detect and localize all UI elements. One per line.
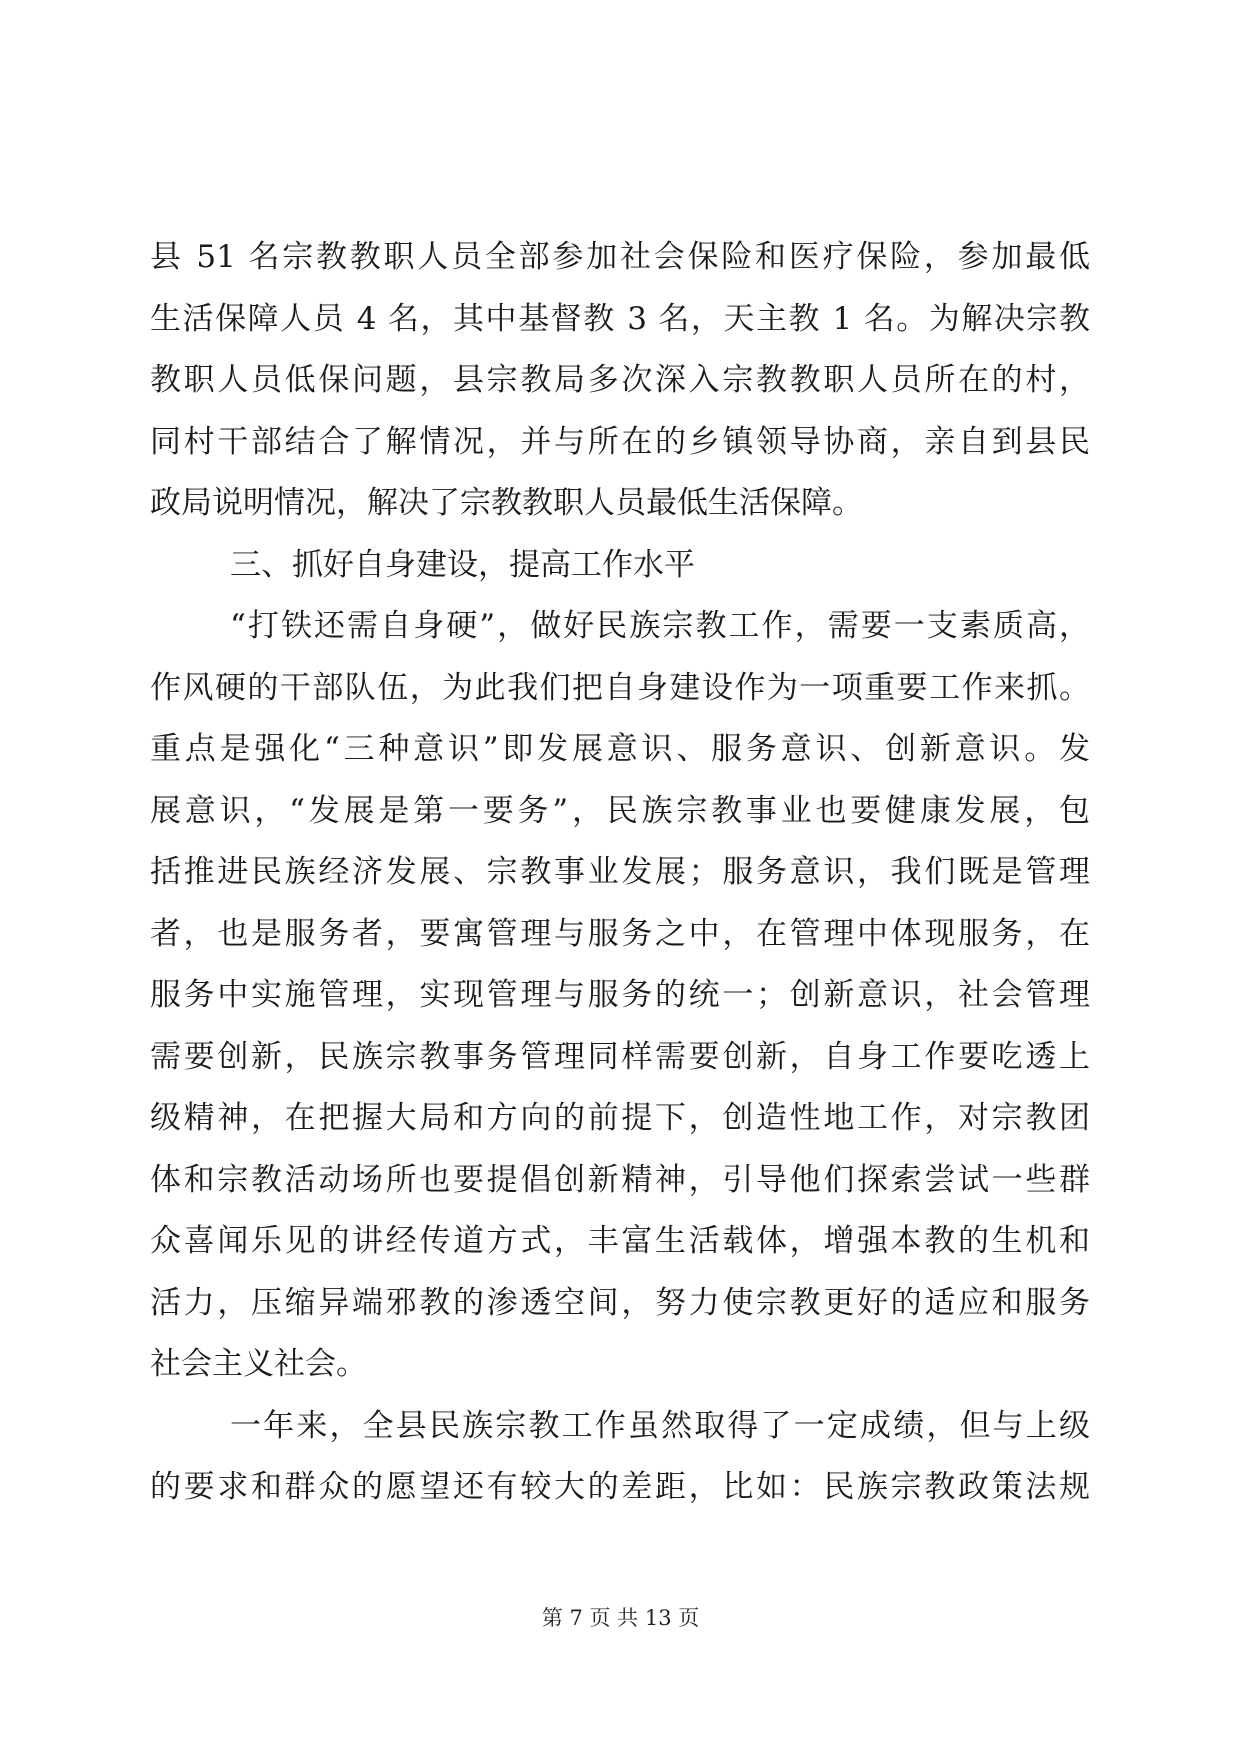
text-line: 作风硬的干部队伍，为此我们把自身建设作为一项重要工作来抓。 (150, 669, 1090, 706)
text-line: 社会主义社会。 (150, 1346, 367, 1382)
text-line: 政局说明情况，解决了宗教教职人员最低生活保障。 (150, 485, 863, 521)
text-line: 的要求和群众的愿望还有较大的差距，比如：民族宗教政策法规 (150, 1469, 1090, 1505)
section-heading: 三、抓好自身建设，提高工作水平 (230, 546, 695, 583)
text-line: 一年来，全县民族宗教工作虽然取得了一定成绩，但与上级 (230, 1407, 1090, 1444)
text-line: 括推进民族经济发展、宗教事业发展；服务意识，我们既是管理 (150, 854, 1090, 890)
text-line: 县 51 名宗教教职人员全部参加社会保险和医疗保险，参加最低 (150, 239, 1090, 275)
text-line: 同村干部结合了解情况，并与所在的乡镇领导协商，亲自到县民 (150, 423, 1090, 460)
text-line: 重点是强化“三种意识”即发展意识、服务意识、创新意识。发 (150, 731, 1090, 767)
text-line: 需要创新，民族宗教事务管理同样需要创新，自身工作要吃透上 (150, 1038, 1090, 1075)
text-line: 者，也是服务者，要寓管理与服务之中，在管理中体现服务，在 (150, 915, 1090, 952)
document-body (150, 227, 1090, 1519)
text-line: 活力，压缩异端邪教的渗透空间，努力使宗教更好的适应和服务 (150, 1284, 1090, 1321)
text-line: 服务中实施管理，实现管理与服务的统一；创新意识，社会管理 (150, 977, 1090, 1013)
text-line: 展意识，“发展是第一要务”，民族宗教事业也要健康发展，包 (150, 792, 1090, 829)
text-line: 众喜闻乐见的讲经传道方式，丰富生活载体，增强本教的生机和 (150, 1223, 1090, 1259)
text-line: “打铁还需自身硬”，做好民族宗教工作，需要一支素质高， (230, 608, 1090, 644)
text-line: 级精神，在把握大局和方向的前提下，创造性地工作，对宗教团 (150, 1100, 1090, 1136)
text-line: 体和宗教活动场所也要提倡创新精神，引导他们探索尝试一些群 (150, 1161, 1090, 1198)
text-line: 生活保障人员 4 名，其中基督教 3 名，天主教 1 名。为解决宗教 (150, 300, 1090, 337)
text-line: 教职人员低保问题，县宗教局多次深入宗教教职人员所在的村， (150, 362, 1090, 398)
page-number-footer: 第 7 页 共 13 页 (541, 1606, 700, 1630)
